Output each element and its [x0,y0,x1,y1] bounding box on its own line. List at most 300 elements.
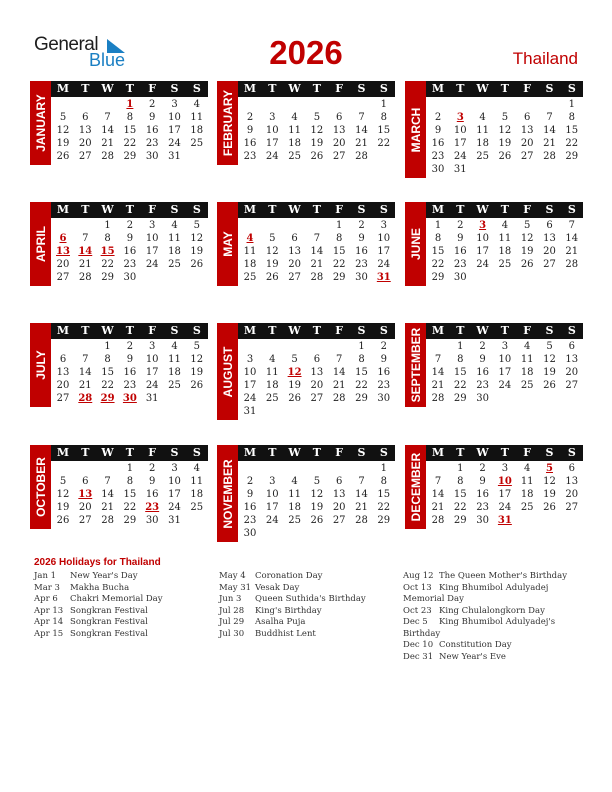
calendar-date: 22 [453,502,467,513]
calendar-date: 14 [565,233,579,244]
holiday-name: The Queen Mother's Birthday [439,571,567,581]
weekday-label: S [170,324,179,337]
calendar-date: 4 [479,112,486,123]
weekday-label: F [148,446,157,459]
weekday-label: S [567,203,576,216]
calendar-date: 5 [193,220,200,231]
calendar-date: 8 [126,112,134,123]
weekday-label: S [545,82,554,95]
weekday-label: W [288,82,301,95]
weekday-label: T [500,324,509,337]
calendar-date: 15 [377,125,391,136]
calendar-date: 21 [355,138,368,149]
calendar-date: 3 [246,354,254,365]
calendar-date: 24 [453,151,467,162]
weekday-header [51,202,208,218]
holiday-date-label: Oct 23 [403,605,432,616]
calendar-date: 19 [310,138,324,149]
weekday-label: S [192,203,201,216]
calendar-date: 28 [565,259,579,270]
holiday-date: 5 [546,463,553,474]
calendar-date: 21 [543,138,556,149]
calendar-date: 13 [288,246,301,257]
holiday-item [34,594,214,606]
calendar-date: 19 [56,502,70,513]
calendar-date: 12 [543,476,556,487]
calendar-date: 2 [358,220,365,231]
logo-blue-text: Blue [89,50,126,70]
calendar-date: 17 [498,367,512,378]
calendar-date: 25 [498,259,512,270]
month-label-bar [405,445,426,529]
holiday-column [219,571,399,640]
calendar-date: 25 [520,380,534,391]
calendar-date: 30 [145,151,159,162]
weekday-label: T [500,82,509,95]
calendar-date: 21 [332,380,346,391]
holiday-name: Queen Suthida's Birthday [255,594,366,604]
calendar-date: 6 [336,112,343,123]
calendar-date: 13 [565,354,579,365]
weekday-label: W [288,446,301,459]
holiday-column [403,571,583,663]
weekday-label: M [56,82,70,95]
calendar-date: 13 [565,476,579,487]
holiday-date-label: Jun 3 [219,594,242,604]
holiday-item [34,617,214,629]
calendar-date: 16 [145,489,159,500]
calendar-date: 5 [269,233,276,244]
calendar-date: 23 [123,380,137,391]
weekday-label: S [545,324,554,337]
calendar-date: 8 [457,476,464,487]
calendar-date: 28 [355,515,368,526]
month-april [30,202,208,312]
weekday-label: T [500,446,509,459]
calendar-date: 12 [56,489,70,500]
calendar-date: 17 [453,138,467,149]
calendar-date: 10 [377,233,391,244]
calendar-date: 27 [565,502,579,513]
calendar-date: 29 [377,515,391,526]
calendar-date: 19 [265,259,279,270]
holiday-item [403,571,583,583]
weekday-label: S [192,324,201,337]
holiday-date: 31 [376,272,391,283]
calendar-date: 25 [168,380,181,391]
holiday-date-label: Jan 1 [34,571,57,581]
calendar-date: 20 [288,259,301,270]
calendar-date: 9 [126,233,134,244]
calendar-date: 31 [453,164,467,175]
calendar-date: 24 [498,380,512,391]
calendar-date: 1 [336,220,343,231]
weekday-label: T [125,82,134,95]
calendar-date: 9 [149,476,156,487]
calendar-date: 23 [431,151,445,162]
calendar-date: 20 [520,138,534,149]
calendar-date: 14 [101,125,114,136]
weekday-label: F [335,203,344,216]
weekday-label: F [523,446,532,459]
calendar-date: 19 [498,138,512,149]
month-label-bar [30,202,51,286]
holiday-name: Buddhist Lent [255,628,316,639]
calendar-date: 20 [565,489,579,500]
calendar-date: 27 [56,393,70,404]
calendar-date: 6 [568,341,575,352]
month-label-bar [30,323,51,407]
calendar-date: 27 [565,380,579,391]
holiday-name: Chakri Memorial Day [70,594,163,604]
calendar-date: 6 [59,354,67,365]
weekday-label: F [335,446,344,459]
weekday-label: S [567,324,576,337]
weekday-header [51,81,208,97]
calendar-date: 29 [453,393,467,404]
calendar-date: 17 [377,246,391,257]
calendar-date: 23 [377,380,391,391]
calendar-date: 27 [288,272,301,283]
calendar-date: 4 [193,99,200,110]
calendar-date: 18 [476,138,489,149]
calendar-date: 2 [457,220,464,231]
calendar-date: 19 [288,380,301,391]
calendar-date: 30 [355,272,368,283]
calendar-date: 12 [310,125,324,136]
weekday-label: F [523,203,532,216]
calendar-date: 5 [313,112,321,123]
calendar-date: 21 [355,502,368,513]
calendar-date: 26 [543,502,556,513]
calendar-date: 7 [568,220,575,231]
calendar-date: 7 [104,112,111,123]
calendar-date: 13 [332,489,346,500]
calendar-date: 3 [380,220,387,231]
calendar-date: 17 [168,489,181,500]
holiday-name: Coronation Day [255,571,323,581]
calendar-date: 11 [190,476,204,487]
weekday-label: M [243,82,257,95]
calendar-date: 5 [546,341,553,352]
weekday-label: S [567,82,576,95]
calendar-date: 23 [123,259,137,270]
calendar-date: 30 [243,528,257,539]
weekday-label: T [312,203,321,216]
calendar-date: 17 [265,502,279,513]
month-name: JULY [33,350,48,380]
calendar-date: 20 [56,380,70,391]
calendar-date: 18 [520,367,534,378]
weekday-label: T [456,82,465,95]
weekday-header [426,323,583,339]
calendar-date: 9 [479,354,486,365]
calendar-date: 11 [265,367,279,378]
calendar-date: 28 [101,151,114,162]
calendar-date: 10 [168,112,181,123]
weekday-label: W [476,203,489,216]
calendar-date: 15 [453,489,467,500]
calendar-date: 8 [104,233,111,244]
holiday-date-label: Aug 12 [403,571,434,581]
calendar-date: 30 [377,393,391,404]
calendar-date: 1 [457,463,464,474]
month-name: MAY [220,231,235,257]
calendar-date: 23 [145,138,159,149]
month-label-bar [405,202,426,286]
calendar-date: 22 [565,138,579,149]
month-label-bar [217,323,238,420]
weekday-label: M [243,324,257,337]
calendar-date: 26 [498,151,512,162]
holiday-item [403,640,583,652]
calendar-date: 29 [453,515,467,526]
month-september [405,323,583,433]
calendar-date: 14 [431,367,445,378]
weekday-label: T [456,324,465,337]
calendar-date: 2 [126,341,134,352]
calendar-date: 16 [145,125,159,136]
calendar-date: 9 [434,125,442,136]
weekday-label: T [456,203,465,216]
weekday-label: F [523,82,532,95]
calendar-date: 28 [310,272,324,283]
calendar-date: 24 [243,393,257,404]
calendar-date: 8 [336,233,343,244]
calendar-date: 1 [104,341,111,352]
calendar-date: 18 [498,246,512,257]
calendar-date: 24 [168,502,181,513]
calendar-date: 9 [126,354,134,365]
holiday-date-label: May 31 [219,582,252,593]
holiday-date-label: Oct 13 [403,582,432,593]
calendar-date: 3 [149,220,156,231]
weekday-label: M [243,446,257,459]
calendar-date: 10 [145,233,159,244]
weekday-label: F [523,324,532,337]
weekday-label: T [125,203,134,216]
calendar-date: 12 [310,489,324,500]
calendar-date: 17 [145,246,159,257]
calendar-date: 8 [457,354,464,365]
calendar-date: 5 [501,112,509,123]
weekday-label: F [148,203,157,216]
calendar-date: 4 [171,220,178,231]
calendar-date: 11 [168,233,181,244]
calendar-date: 24 [145,380,159,391]
calendar-date: 7 [313,233,321,244]
calendar-date: 27 [310,393,324,404]
calendar-date: 8 [380,112,387,123]
calendar-date: 17 [168,125,181,136]
calendar-date: 6 [82,112,89,123]
calendar-date: 18 [520,489,534,500]
calendar-date: 7 [82,354,89,365]
calendar-date: 7 [434,476,442,487]
calendar-date: 31 [168,151,181,162]
calendar-date: 3 [149,341,156,352]
weekday-label: T [81,324,90,337]
calendar-date: 12 [543,354,556,365]
calendar-date: 7 [82,233,89,244]
holiday-date: 1 [126,99,134,110]
calendar-date: 6 [82,476,89,487]
calendar-date: 17 [145,367,159,378]
holiday-column [34,571,214,640]
calendar-date: 28 [543,151,556,162]
calendar-date: 5 [291,354,298,365]
calendar-date: 23 [476,380,489,391]
calendar-date: 24 [265,151,279,162]
calendar-date: 8 [358,354,365,365]
calendar-date: 13 [520,125,534,136]
calendar-date: 3 [269,476,276,487]
calendar-date: 13 [78,125,92,136]
calendar-date: 22 [101,380,114,391]
calendar-date: 16 [476,367,489,378]
holiday-date-label: Apr 6 [34,594,58,604]
weekday-label: T [268,446,277,459]
weekday-label: F [335,324,344,337]
calendar-date: 22 [377,138,391,149]
holiday-item [34,571,214,583]
calendar-date: 29 [332,272,346,283]
holiday-date-label: Apr 13 [34,605,64,616]
weekday-header [238,323,395,339]
calendar-date: 3 [269,112,276,123]
calendar-date: 20 [56,259,70,270]
calendar-date: 27 [543,259,556,270]
calendar-date: 18 [190,489,204,500]
calendar-date: 10 [168,476,181,487]
calendar-date: 2 [380,341,387,352]
calendar-date: 18 [190,125,204,136]
calendar-date: 22 [123,138,137,149]
calendar-date: 30 [476,393,489,404]
holiday-name: Constitution Day [439,640,512,650]
weekday-label: W [476,324,489,337]
weekday-label: M [243,203,257,216]
month-name: FEBRUARY [220,89,235,157]
month-name: AUGUST [220,346,235,397]
calendar-date: 1 [380,99,387,110]
calendar-date: 2 [479,341,486,352]
holiday-date: 31 [497,515,512,526]
calendar-date: 18 [243,259,257,270]
calendar-date: 11 [520,476,534,487]
weekday-label: T [125,446,134,459]
calendar-date: 29 [101,272,114,283]
calendar-date: 25 [190,138,204,149]
calendar-date: 12 [190,233,204,244]
calendar-date: 23 [243,151,257,162]
weekday-header [51,323,208,339]
weekday-label: W [288,324,301,337]
calendar-date: 14 [78,367,92,378]
calendar-date: 23 [243,515,257,526]
weekday-label: M [431,324,445,337]
calendar-date: 19 [190,246,204,257]
calendar-date: 1 [434,220,442,231]
month-label-bar [217,445,238,542]
calendar-date: 5 [313,476,321,487]
calendar-date: 26 [265,272,279,283]
holiday-name: Vesak Day [255,582,300,593]
calendar-date: 13 [56,367,70,378]
calendar-date: 29 [123,151,137,162]
holiday-name: Asalha Puja [255,617,306,627]
calendar-date: 6 [524,112,531,123]
calendar-date: 12 [56,125,70,136]
month-name: SEPTEMBER [408,327,423,403]
holiday-name: Makha Bucha [70,582,130,593]
weekday-label: T [312,446,321,459]
holiday-item [34,606,214,618]
calendar-date: 21 [565,246,579,257]
calendar-date: 7 [358,112,365,123]
weekday-header [426,202,583,218]
calendar-date: 31 [145,393,159,404]
calendar-date: 4 [501,220,509,231]
calendar-date: 14 [310,246,324,257]
calendar-date: 10 [265,489,279,500]
month-name: JANUARY [33,94,48,152]
calendar-date: 11 [288,489,301,500]
calendar-date: 12 [190,354,204,365]
calendar-date: 10 [498,354,512,365]
calendar-date: 23 [453,259,467,270]
calendar-date: 1 [358,341,365,352]
holiday-item [219,629,399,641]
calendar-date: 4 [291,112,298,123]
month-december [405,445,583,555]
calendar-date: 27 [78,515,92,526]
calendar-date: 27 [520,151,534,162]
calendar-date: 2 [149,463,156,474]
calendar-date: 19 [190,367,204,378]
month-january [30,81,208,191]
weekday-label: T [456,446,465,459]
holiday-item [403,583,583,606]
calendar-date: 3 [171,463,178,474]
holiday-name: King Chulalongkorn Day [439,605,545,616]
calendar-date: 11 [520,354,534,365]
weekday-label: M [431,82,445,95]
calendar-date: 16 [123,367,137,378]
calendar-date: 11 [288,125,301,136]
holiday-date-label: Jul 30 [219,628,245,639]
calendar-date: 25 [243,272,257,283]
calendar-date: 29 [565,151,579,162]
holiday-date: 4 [246,233,254,244]
month-july [30,323,208,433]
holiday-item [34,583,214,595]
calendar-date: 15 [123,125,137,136]
weekday-header [238,81,395,97]
calendar-date: 26 [56,151,70,162]
calendar-date: 14 [101,489,114,500]
holiday-name: King Bhumibol Adulyadej Memorial Day [403,582,549,604]
calendar-date: 15 [565,125,579,136]
calendar-date: 16 [243,502,257,513]
calendar-date: 16 [377,367,391,378]
holiday-date-label: Apr 14 [34,617,64,627]
weekday-label: S [192,446,201,459]
weekday-label: S [379,203,388,216]
holiday-date: 3 [479,220,487,231]
calendar-date: 22 [377,502,391,513]
holiday-item [219,594,399,606]
